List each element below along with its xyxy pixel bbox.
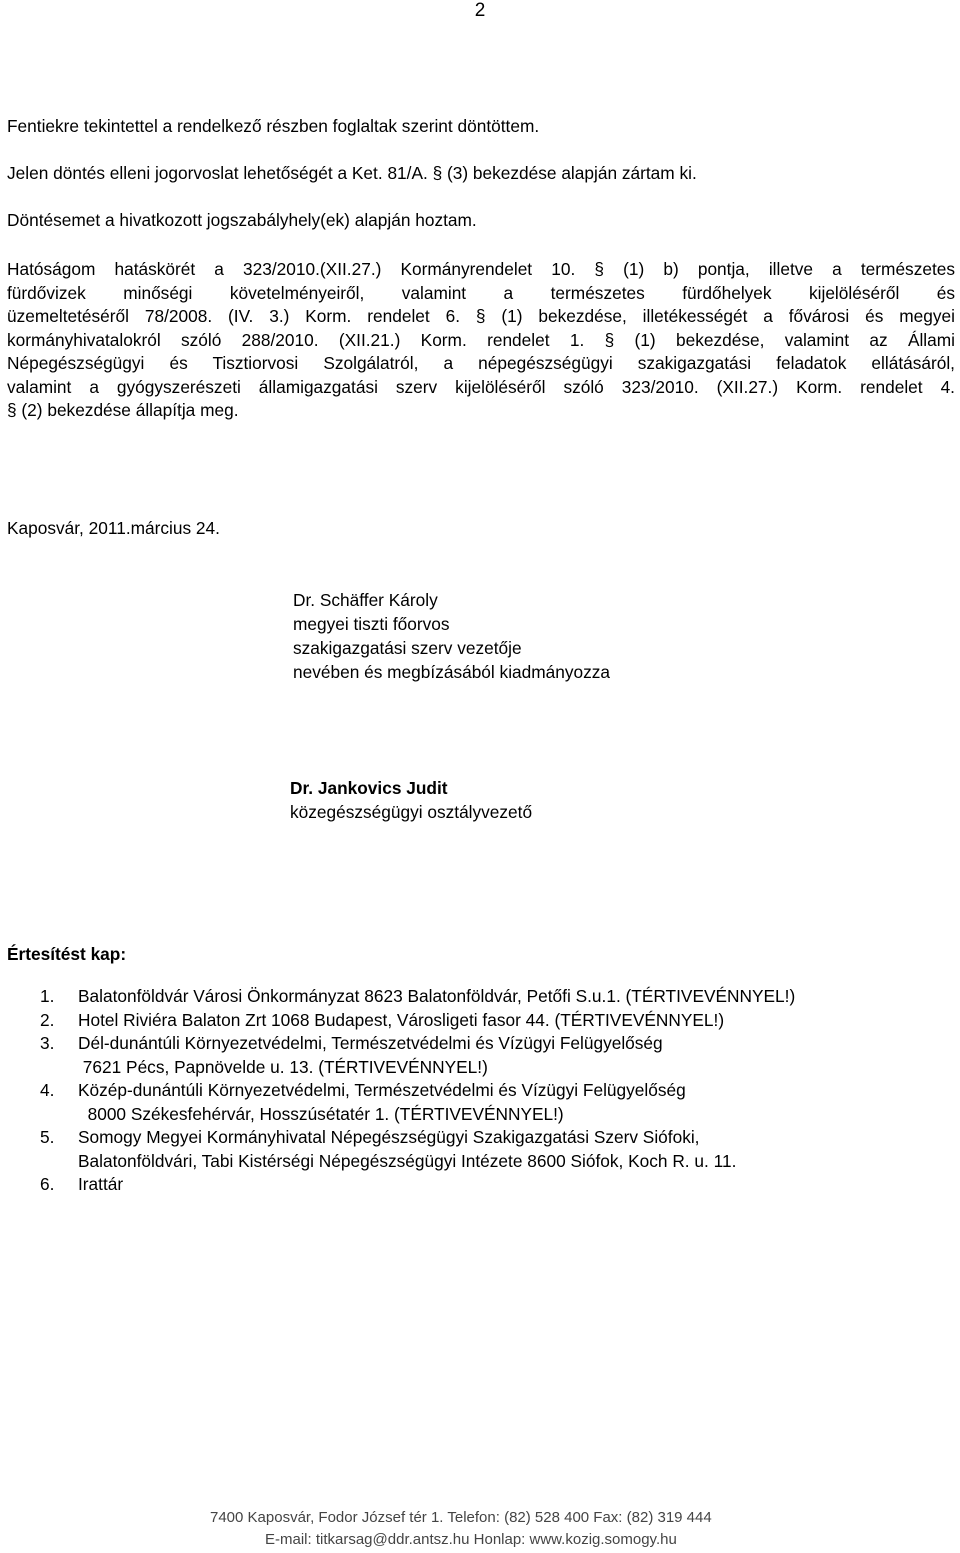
competence-line-2: fürdővizek minőségi követelményeiről, valamint a természetes fürdőhelyek kijelöléséről és [7, 282, 955, 303]
footer-address [210, 1508, 960, 1528]
competence-line-6: valamint a gyógyszerészeti államigazgatási szerv kijelöléséről szóló 323/2010. (XII.27.) Korm. rendelet 4. [7, 376, 955, 397]
competence-line-1: Hatóságom hatáskörét a 323/2010.(XII.27.) Kormányrendelet 10. § (1) b) pontja, illetve a természetes [7, 259, 955, 279]
recipient-line: Közép-dunántúli Környezetvédelmi, Természetvédelmi és Vízügyi Felügyelőség [78, 1080, 686, 1100]
recipient-number: 2. [40, 1009, 55, 1030]
recipient-item [40, 1032, 795, 1079]
recipient-line: Balatonföldvár Városi Önkormányzat 8623 Balatonföldvár, Petőfi S.u.1. (TÉRTIVEVÉNNYEL!) [78, 986, 796, 1006]
place-date-text: Kaposvár, 2011.március 24. [7, 518, 220, 538]
competence-paragraph [7, 258, 955, 423]
competence-line-3: üzemeltetéséről 78/2008. (IV. 3.) Korm. rendelet 6. § (1) bekezdése, illetékességét a fővárosi és megyei [7, 306, 955, 326]
competence-line-4: kormányhivatalokról szóló 288/2010. (XII.21.) Korm. rendelet 1. § (1) bekezdése, valamint az Állami [7, 329, 955, 350]
recipient-line: 8000 Székesfehérvár, Hosszúsétatér 1. (TÉRTIVEVÉNNYEL!) [78, 1103, 564, 1124]
legal-basis-paragraph [7, 209, 955, 233]
signer-title-3: nevében és megbízásából kiadmányozza [293, 662, 611, 682]
recipient-line: Balatonföldvári, Tabi Kistérségi Népegészségügyi Intézete 8600 Siófok, Koch R. u. 11. [78, 1150, 737, 1171]
legal-basis-text: Döntésemet a hivatkozott jogszabályhely(ek) alapján hoztam. [7, 210, 477, 230]
decision-text: Fentiekre tekintettel a rendelkező részben foglaltak szerint döntöttem. [7, 116, 540, 136]
official-block [290, 776, 532, 824]
competence-line-5: Népegészségügyi és Tisztiorvosi Szolgálatról, a népegészségügyi szakigazgatási feladatok ellátásáról, [7, 353, 955, 373]
signer-title-2: szakigazgatási szerv vezetője [293, 638, 522, 658]
recipient-item [40, 1126, 795, 1173]
recipient-item [40, 1009, 795, 1033]
footer-contact-text: E-mail: titkarsag@ddr.antsz.hu Honlap: www.kozig.somogy.hu [265, 1531, 677, 1548]
recipients-heading [7, 943, 955, 967]
official-title: közegészségügyi osztályvezető [290, 802, 533, 822]
recipient-line: Somogy Megyei Kormányhivatal Népegészségügyi Szakigazgatási Szerv Siófoki, [78, 1127, 700, 1147]
remedy-paragraph [7, 162, 955, 186]
competence-line-7: § (2) bekezdése állapítja meg. [7, 400, 239, 420]
decision-paragraph [7, 115, 955, 139]
signer-title-1: megyei tiszti főorvos [293, 614, 450, 634]
signer-block [293, 588, 610, 684]
recipient-number: 4. [40, 1080, 55, 1100]
place-date [7, 517, 955, 541]
recipient-number: 1. [40, 986, 55, 1006]
footer-contact [265, 1530, 960, 1550]
recipient-line: 7621 Pécs, Papnövelde u. 13. (TÉRTIVEVÉNNYEL!) [78, 1056, 488, 1077]
recipient-item [40, 985, 795, 1009]
recipients-list [40, 985, 795, 1197]
official-name: Dr. Jankovics Judit [290, 778, 448, 798]
recipient-number: 6. [40, 1174, 55, 1194]
signer-name: Dr. Schäffer Károly [293, 590, 438, 610]
recipient-line: Dél-dunántúli Környezetvédelmi, Természetvédelmi és Vízügyi Felügyelőség [78, 1033, 663, 1053]
recipient-number: 3. [40, 1033, 55, 1053]
recipient-item [40, 1173, 795, 1197]
recipient-item [40, 1079, 795, 1126]
footer-address-text: 7400 Kaposvár, Fodor József tér 1. Telefon: (82) 528 400 Fax: (82) 319 444 [210, 1509, 712, 1526]
page-number: 2 [474, 0, 486, 21]
recipients-heading-text: Értesítést kap: [7, 944, 127, 964]
recipient-number: 5. [40, 1127, 55, 1147]
recipient-line: Irattár [78, 1174, 124, 1194]
remedy-text: Jelen döntés elleni jogorvoslat lehetőségét a Ket. 81/A. § (3) bekezdése alapján zártam ki. [7, 163, 697, 183]
recipient-line: Hotel Riviéra Balaton Zrt 1068 Budapest, Városligeti fasor 44. (TÉRTIVEVÉNNYEL!) [78, 1009, 725, 1030]
